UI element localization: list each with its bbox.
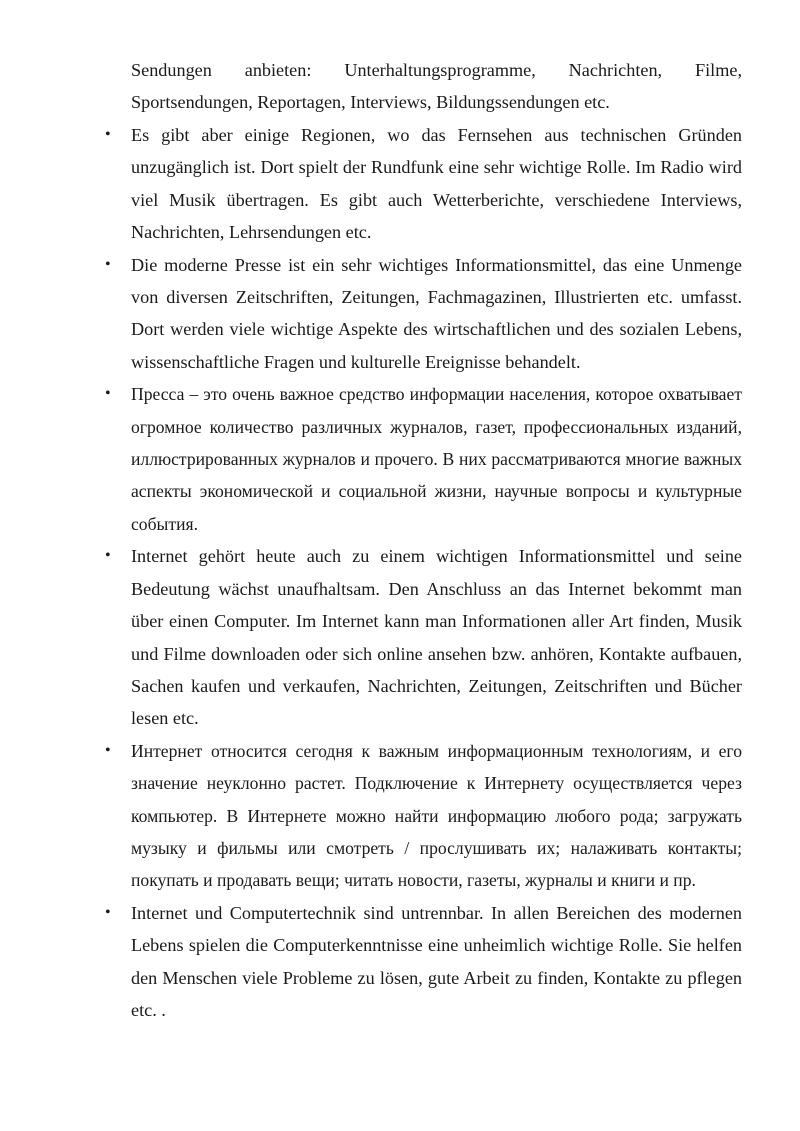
bullet-item-press-ru: • Пресса – это очень важное средство информации населения, которое охватывает огромное количество различных журналов, газет, профессиональных изданий, иллюстрированных журналов и прочего. В них рассматриваются многие важных аспекты экономической и социальной жизни, научные вопросы и культурные события. — [131, 378, 742, 540]
bullet-item-press-de: • Die moderne Presse ist ein sehr wichtiges Informationsmittel, das eine Unmenge von diversen Zeitschriften, Zeitungen, Fachmagazinen, Illustrierten etc. umfasst. Dort werden viele wichtige Aspekte des wirtschaftlichen und des sozialen Lebens, wissenschaftliche Fragen und kulturelle Ereignisse behandelt. — [131, 249, 742, 379]
bullet-list — [131, 119, 742, 1026]
bullet-item-radio: • Es gibt aber einige Regionen, wo das Fernsehen aus technischen Gründen unzugänglich ist. Dort spielt der Rundfunk eine sehr wichtige Rolle. Im Radio wird viel Musik übertragen. Es gibt auch Wetterberichte, verschiedene Interviews, Nachrichten, Lehrsendungen etc. — [131, 119, 742, 249]
bullet-item-computer: • Internet und Computertechnik sind untrennbar. In allen Bereichen des modernen Lebens spielen die Computerkenntnisse eine unheimlich wichtige Rolle. Sie helfen den Menschen viele Probleme zu lösen, gute Arbeit zu finden, Kontakte zu pflegen etc. . — [131, 897, 742, 1027]
intro-paragraph: Sendungen anbieten: Unterhaltungsprogramme, Nachrichten, Filme, Sportsendungen, Reportagen, Interviews, Bildungssendungen etc. — [131, 60, 742, 113]
bullet-item-internet-ru: • Интернет относится сегодня к важным информационным технологиям, и его значение неуклонно растет. Подключение к Интернету осуществляется через компьютер. В Интернете можно найти информацию любого рода; загружать музыку и фильмы или смотреть / прослушивать их; налаживать контакты; покупать и продавать вещи; читать новости, газеты, журналы и книги и пр. — [131, 735, 742, 897]
bullet-item-internet-de: • Internet gehört heute auch zu einem wichtigen Informationsmittel und seine Bedeutung wächst unaufhaltsam. Den Anschluss an das Internet bekommt man über einen Computer. Im Internet kann man Informationen aller Art finden, Musik und Filme downloaden oder sich online ansehen bzw. anhören, Kontakte aufbauen, Sachen kaufen und verkaufen, Nachrichten, Zeitungen, Zeitschriften und Bücher lesen etc. — [131, 540, 742, 734]
